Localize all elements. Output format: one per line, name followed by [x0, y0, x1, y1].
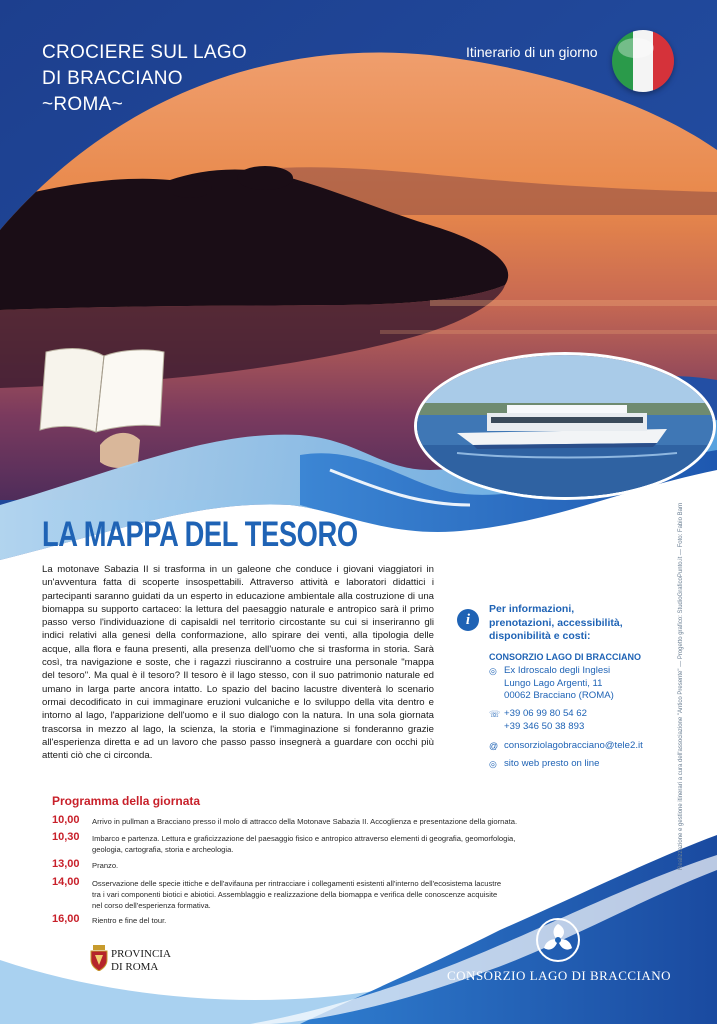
program-desc-line: tra i vari componenti biotici e abiotici. Assemblaggio e realizzazione della biomappa e verifica delle conoscenze acquisite: [92, 890, 498, 899]
program-desc-line: Pranzo.: [92, 861, 119, 870]
header-title-line3: ~ROMA~: [42, 94, 123, 115]
program-time: 10,00: [52, 814, 80, 826]
phone-icon: ☏: [489, 709, 501, 719]
info-heading-line2: prenotazioni, accessibilità,: [489, 616, 623, 629]
program-desc-line: Arrivo in pullman a Bracciano presso il molo di attracco della Motonave Sabazia II. Accoglienza e presentazione della giornata.: [92, 817, 518, 826]
program-desc-line: nel corso dell'esperienza formativa.: [92, 901, 211, 910]
email-link[interactable]: consorziolagobracciano@tele2.it: [504, 740, 643, 751]
program-desc-line: Rientro e fine del tour.: [92, 916, 167, 925]
address-line3: 00062 Bracciano (ROMA): [504, 690, 614, 701]
program-title: Programma della giornata: [52, 794, 201, 808]
header-title-line1: CROCIERE SUL LAGO: [42, 42, 247, 63]
phone-1[interactable]: +39 06 99 80 54 62: [504, 708, 587, 719]
provincia-crest-icon: [90, 945, 108, 971]
itinerary-label: Itinerario di un giorno: [466, 44, 598, 60]
org-name: CONSORZIO LAGO DI BRACCIANO: [489, 652, 641, 662]
page-title: LA MAPPA DEL TESORO: [42, 515, 358, 554]
provincia-line2: DI ROMA: [111, 961, 159, 973]
italian-flag-icon: [612, 30, 674, 92]
address-line1: Ex Idroscalo degli Inglesi: [504, 665, 611, 676]
credit-text: Realizzazione e gestione itinerari a cura dell'associazione "Antico Presente" — Progetto grafico: StudioGraficoPunto.it — Foto: Fabio Barn: [678, 502, 684, 870]
provincia-line1: PROVINCIA: [111, 948, 171, 960]
header-title-line2: DI BRACCIANO: [42, 68, 183, 89]
address-line2: Lungo Lago Argenti, 11: [504, 677, 603, 689]
program-time: 14,00: [52, 876, 80, 888]
location-icon: ◎: [489, 666, 497, 676]
program-time: 10,30: [52, 831, 80, 843]
program-time: 16,00: [52, 913, 80, 925]
consorzio-name: CONSORZIO LAGO DI BRACCIANO: [447, 968, 672, 983]
info-heading: [489, 603, 689, 644]
body-paragraph: La motonave Sabazia II si trasforma in un galeone che conduce i giovani viaggiatori in un'avventura fatta di scoperte insospettabili. Attraverso attività e laboratori didattici i partecipanti saranno guidati da un esperto in educazione ambientale alla costruzione di una biomappa su supporto cartaceo: la lettura del paesaggio naturale e antropico sarà il primo passo verso l'individuazione di capisaldi nel territorio circostante su cui si inseriranno gli indici relativi alla genesi della conformazione, allo spirare dei venti, alla tipologia delle acque, alla flora e fauna presenti, alla presenza dell'uomo che si trasforma in storia. Sarà così, tra navigazione e soste, che i ragazzi riusciranno a costruire una personale "mappa del tesoro". Ma qual è il tesoro? Il tesoro è il lago stesso, con il suo patrimonio naturale ed umano in larga parte ancora intatto. Lo spazio del bacino lacustre diventerà lo scenario ormai decodificato in cui immaginare eruzioni vulcaniche e lo sviluppo della vita dentro e intorno al lago, l'apparizione dell'uomo e il suo dialogo con la natura. In una sola giornata trascorsa in mezzo al lago, la scienza, la storia e l'immaginazione si fonderanno grazie all'esperienza diretta e ad un lavoro che passo passo insegnerà a guardare con occhi più attenti ciò che ci circonda.: [42, 564, 434, 762]
program-desc-line: Osservazione delle specie ittiche e dell'avifauna per rintracciare i collegamenti esistenti all'interno dell'ecosistema lacustre: [92, 879, 502, 888]
info-icon: i: [457, 609, 479, 631]
program-description: [92, 878, 592, 911]
phone-2[interactable]: +39 346 50 38 893: [504, 720, 585, 732]
provincia-name: [111, 948, 171, 974]
email-icon: @: [489, 741, 499, 751]
info-heading-line3: disponibilità e costi:: [489, 630, 591, 642]
program-desc-line: geologia, cartografia, storia e archeologia.: [92, 845, 234, 854]
program-description: [92, 833, 592, 855]
consorzio-logo-icon: [536, 918, 580, 962]
program-time: 13,00: [52, 858, 80, 870]
program-description: [92, 816, 592, 827]
ship-photo: [414, 352, 716, 500]
program-desc-line: Imbarco e partenza. Lettura e graficizzazione del paesaggio fisico e antropico attraverso elementi di geografia, geomorfologia,: [92, 834, 516, 843]
header-title: [42, 40, 247, 118]
website-text: sito web presto on line: [504, 758, 600, 769]
program-description: [92, 915, 592, 926]
web-icon: ◎: [489, 759, 497, 769]
program-description: [92, 860, 592, 871]
info-heading-line1: Per informazioni,: [489, 603, 575, 615]
